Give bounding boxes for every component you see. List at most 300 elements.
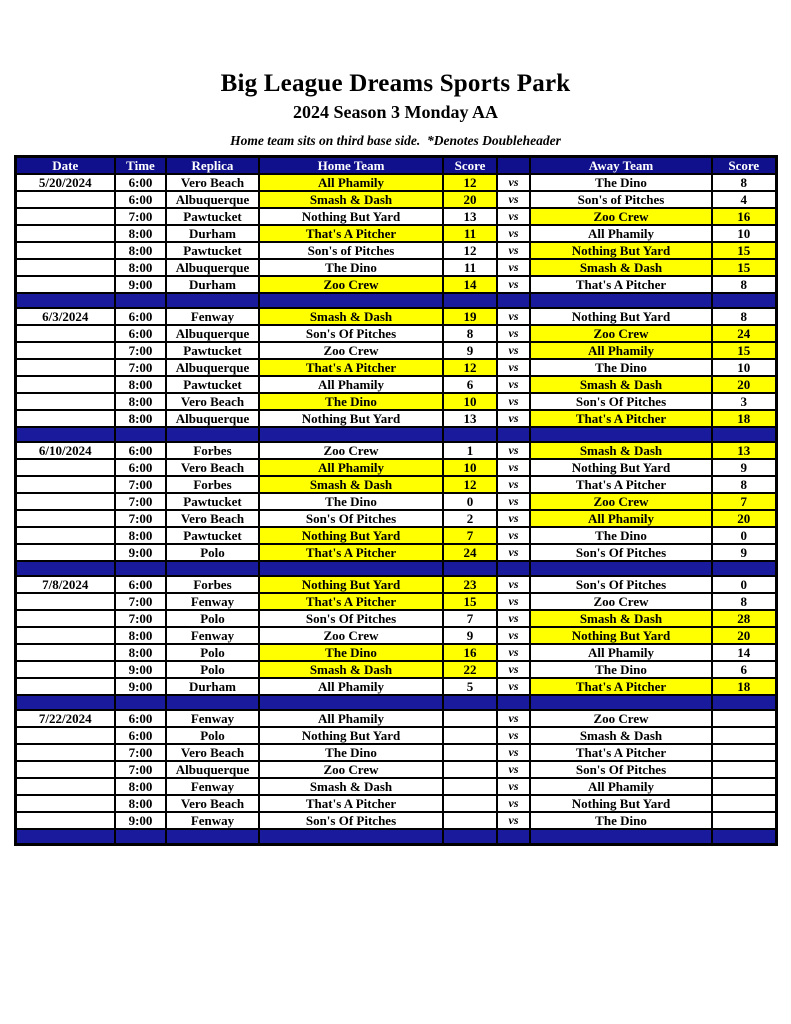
replica-cell: Vero Beach bbox=[166, 744, 259, 761]
time-cell: 7:00 bbox=[115, 761, 166, 778]
separator-cell bbox=[259, 427, 443, 442]
time-cell: 6:00 bbox=[115, 459, 166, 476]
away-score-cell: 3 bbox=[712, 393, 776, 410]
vs-label: vs bbox=[497, 359, 530, 376]
date-cell-empty bbox=[15, 593, 115, 610]
vs-label: vs bbox=[497, 678, 530, 695]
date-cell-empty bbox=[15, 678, 115, 695]
away-team-cell: Smash & Dash bbox=[530, 610, 712, 627]
date-cell-empty bbox=[15, 191, 115, 208]
home-team-cell: Zoo Crew bbox=[259, 276, 443, 293]
home-team-cell: That's A Pitcher bbox=[259, 795, 443, 812]
vs-label: vs bbox=[497, 576, 530, 593]
separator-cell bbox=[712, 695, 776, 710]
separator-cell bbox=[166, 695, 259, 710]
date-cell-empty bbox=[15, 208, 115, 225]
away-score-cell: 28 bbox=[712, 610, 776, 627]
away-score-cell bbox=[712, 744, 776, 761]
home-team-cell: Zoo Crew bbox=[259, 342, 443, 359]
home-score-cell: 12 bbox=[443, 359, 497, 376]
away-team-cell: All Phamily bbox=[530, 342, 712, 359]
home-team-cell: Son's Of Pitches bbox=[259, 325, 443, 342]
vs-label: vs bbox=[497, 174, 530, 191]
separator-cell bbox=[712, 293, 776, 308]
home-team-cell: Son's Of Pitches bbox=[259, 812, 443, 829]
away-team-cell: Zoo Crew bbox=[530, 710, 712, 727]
away-team-cell: The Dino bbox=[530, 527, 712, 544]
time-cell: 9:00 bbox=[115, 678, 166, 695]
away-team-cell: Son's Of Pitches bbox=[530, 761, 712, 778]
home-team-cell: Smash & Dash bbox=[259, 476, 443, 493]
home-team-cell: All Phamily bbox=[259, 376, 443, 393]
replica-cell: Polo bbox=[166, 727, 259, 744]
separator-cell bbox=[166, 829, 259, 844]
home-score-cell: 8 bbox=[443, 325, 497, 342]
replica-cell: Albuquerque bbox=[166, 359, 259, 376]
separator-cell bbox=[497, 695, 530, 710]
date-cell-empty bbox=[15, 476, 115, 493]
home-team-cell: The Dino bbox=[259, 744, 443, 761]
date-cell: 7/22/2024 bbox=[15, 710, 115, 727]
separator-cell bbox=[15, 695, 115, 710]
replica-cell: Albuquerque bbox=[166, 410, 259, 427]
replica-cell: Forbes bbox=[166, 576, 259, 593]
replica-cell: Durham bbox=[166, 276, 259, 293]
away-score-cell: 8 bbox=[712, 476, 776, 493]
replica-cell: Fenway bbox=[166, 778, 259, 795]
separator-cell bbox=[259, 561, 443, 576]
date-cell-empty bbox=[15, 795, 115, 812]
vs-label: vs bbox=[497, 544, 530, 561]
vs-label: vs bbox=[497, 393, 530, 410]
away-team-cell: The Dino bbox=[530, 812, 712, 829]
replica-cell: Polo bbox=[166, 644, 259, 661]
game-row bbox=[15, 544, 776, 561]
away-team-cell: All Phamily bbox=[530, 510, 712, 527]
replica-cell: Albuquerque bbox=[166, 191, 259, 208]
game-row bbox=[15, 459, 776, 476]
vs-label: vs bbox=[497, 191, 530, 208]
away-score-cell bbox=[712, 727, 776, 744]
time-cell: 9:00 bbox=[115, 544, 166, 561]
game-row bbox=[15, 410, 776, 427]
game-row bbox=[15, 661, 776, 678]
vs-label: vs bbox=[497, 325, 530, 342]
game-row bbox=[15, 593, 776, 610]
separator-cell bbox=[712, 427, 776, 442]
away-score-cell: 18 bbox=[712, 678, 776, 695]
away-score-cell: 18 bbox=[712, 410, 776, 427]
date-cell-empty bbox=[15, 661, 115, 678]
game-row bbox=[15, 376, 776, 393]
separator-cell bbox=[115, 293, 166, 308]
away-score-cell: 0 bbox=[712, 576, 776, 593]
game-row bbox=[15, 627, 776, 644]
home-team-cell: The Dino bbox=[259, 644, 443, 661]
page-subtitle: 2024 Season 3 Monday AA bbox=[292, 102, 499, 122]
separator-cell bbox=[15, 561, 115, 576]
home-team-cell: All Phamily bbox=[259, 678, 443, 695]
away-team-cell: The Dino bbox=[530, 174, 712, 191]
home-team-cell: Son's Of Pitches bbox=[259, 510, 443, 527]
away-score-cell bbox=[712, 795, 776, 812]
away-score-cell: 7 bbox=[712, 493, 776, 510]
home-team-cell: That's A Pitcher bbox=[259, 593, 443, 610]
separator-cell bbox=[712, 561, 776, 576]
home-score-cell: 9 bbox=[443, 627, 497, 644]
home-team-cell: Zoo Crew bbox=[259, 627, 443, 644]
home-team-cell: Son's of Pitches bbox=[259, 242, 443, 259]
home-score-cell: 13 bbox=[443, 410, 497, 427]
home-team-cell: All Phamily bbox=[259, 174, 443, 191]
game-row bbox=[15, 761, 776, 778]
time-cell: 8:00 bbox=[115, 376, 166, 393]
home-team-cell: That's A Pitcher bbox=[259, 544, 443, 561]
away-team-cell: All Phamily bbox=[530, 225, 712, 242]
date-cell: 5/20/2024 bbox=[15, 174, 115, 191]
time-cell: 6:00 bbox=[115, 308, 166, 325]
time-cell: 6:00 bbox=[115, 191, 166, 208]
game-row bbox=[15, 308, 776, 325]
game-row bbox=[15, 510, 776, 527]
home-team-cell: Smash & Dash bbox=[259, 661, 443, 678]
col-header-home-score: Score bbox=[443, 157, 497, 175]
col-header-vs bbox=[497, 157, 530, 175]
away-team-cell: Son's of Pitches bbox=[530, 191, 712, 208]
away-score-cell: 16 bbox=[712, 208, 776, 225]
vs-label: vs bbox=[497, 510, 530, 527]
vs-label: vs bbox=[497, 627, 530, 644]
game-row bbox=[15, 259, 776, 276]
time-cell: 9:00 bbox=[115, 276, 166, 293]
vs-label: vs bbox=[497, 476, 530, 493]
game-row bbox=[15, 208, 776, 225]
col-header-replica: Replica bbox=[166, 157, 259, 175]
separator-cell bbox=[15, 829, 115, 844]
away-score-cell: 14 bbox=[712, 644, 776, 661]
home-score-cell: 9 bbox=[443, 342, 497, 359]
game-row bbox=[15, 359, 776, 376]
away-team-cell: Nothing But Yard bbox=[530, 627, 712, 644]
time-cell: 7:00 bbox=[115, 493, 166, 510]
away-score-cell: 0 bbox=[712, 527, 776, 544]
separator-cell bbox=[166, 561, 259, 576]
vs-label: vs bbox=[497, 459, 530, 476]
separator-cell bbox=[530, 829, 712, 844]
game-row bbox=[15, 476, 776, 493]
home-score-cell: 5 bbox=[443, 678, 497, 695]
away-team-cell: That's A Pitcher bbox=[530, 410, 712, 427]
time-cell: 6:00 bbox=[115, 442, 166, 459]
home-score-cell: 14 bbox=[443, 276, 497, 293]
date-cell-empty bbox=[15, 225, 115, 242]
away-team-cell: Smash & Dash bbox=[530, 376, 712, 393]
home-score-cell: 12 bbox=[443, 174, 497, 191]
separator-cell bbox=[497, 293, 530, 308]
home-team-cell: Nothing But Yard bbox=[259, 727, 443, 744]
away-score-cell: 8 bbox=[712, 276, 776, 293]
page-title: Big League Dreams Sports Park bbox=[220, 70, 571, 97]
replica-cell: Fenway bbox=[166, 593, 259, 610]
date-cell-empty bbox=[15, 342, 115, 359]
away-score-cell: 13 bbox=[712, 442, 776, 459]
time-cell: 8:00 bbox=[115, 795, 166, 812]
home-score-cell: 22 bbox=[443, 661, 497, 678]
game-row bbox=[15, 242, 776, 259]
replica-cell: Fenway bbox=[166, 308, 259, 325]
replica-cell: Pawtucket bbox=[166, 376, 259, 393]
vs-label: vs bbox=[497, 493, 530, 510]
game-row bbox=[15, 710, 776, 727]
time-cell: 6:00 bbox=[115, 174, 166, 191]
vs-label: vs bbox=[497, 410, 530, 427]
away-team-cell: Nothing But Yard bbox=[530, 242, 712, 259]
away-score-cell: 10 bbox=[712, 359, 776, 376]
replica-cell: Pawtucket bbox=[166, 208, 259, 225]
replica-cell: Polo bbox=[166, 610, 259, 627]
away-score-cell: 20 bbox=[712, 510, 776, 527]
separator-cell bbox=[115, 427, 166, 442]
away-team-cell: Son's Of Pitches bbox=[530, 544, 712, 561]
vs-label: vs bbox=[497, 225, 530, 242]
vs-label: vs bbox=[497, 812, 530, 829]
separator-cell bbox=[443, 695, 497, 710]
home-team-cell: The Dino bbox=[259, 393, 443, 410]
replica-cell: Pawtucket bbox=[166, 527, 259, 544]
home-score-cell bbox=[443, 761, 497, 778]
replica-cell: Durham bbox=[166, 225, 259, 242]
away-score-cell: 8 bbox=[712, 174, 776, 191]
time-cell: 6:00 bbox=[115, 710, 166, 727]
home-score-cell: 6 bbox=[443, 376, 497, 393]
time-cell: 7:00 bbox=[115, 208, 166, 225]
schedule-table bbox=[14, 155, 778, 846]
separator-cell bbox=[443, 561, 497, 576]
replica-cell: Fenway bbox=[166, 812, 259, 829]
replica-cell: Pawtucket bbox=[166, 242, 259, 259]
home-score-cell: 11 bbox=[443, 259, 497, 276]
home-team-cell: All Phamily bbox=[259, 459, 443, 476]
date-cell-empty bbox=[15, 459, 115, 476]
home-score-cell bbox=[443, 744, 497, 761]
date-cell-empty bbox=[15, 744, 115, 761]
date-cell-empty bbox=[15, 393, 115, 410]
vs-label: vs bbox=[497, 259, 530, 276]
home-team-cell: Smash & Dash bbox=[259, 778, 443, 795]
replica-cell: Polo bbox=[166, 661, 259, 678]
separator-cell bbox=[166, 293, 259, 308]
separator-cell bbox=[115, 695, 166, 710]
separator-cell bbox=[443, 829, 497, 844]
replica-cell: Albuquerque bbox=[166, 259, 259, 276]
home-score-cell: 16 bbox=[443, 644, 497, 661]
home-team-cell: Nothing But Yard bbox=[259, 576, 443, 593]
home-team-cell: Smash & Dash bbox=[259, 308, 443, 325]
col-header-home-team: Home Team bbox=[259, 157, 443, 175]
vs-label: vs bbox=[497, 242, 530, 259]
home-score-cell: 19 bbox=[443, 308, 497, 325]
replica-cell: Vero Beach bbox=[166, 174, 259, 191]
time-cell: 7:00 bbox=[115, 476, 166, 493]
home-score-cell: 10 bbox=[443, 459, 497, 476]
away-score-cell: 15 bbox=[712, 242, 776, 259]
separator-cell bbox=[443, 427, 497, 442]
time-cell: 7:00 bbox=[115, 359, 166, 376]
away-score-cell: 10 bbox=[712, 225, 776, 242]
date-cell-empty bbox=[15, 510, 115, 527]
col-header-away-score: Score bbox=[712, 157, 776, 175]
away-score-cell bbox=[712, 710, 776, 727]
separator-cell bbox=[115, 829, 166, 844]
away-score-cell bbox=[712, 778, 776, 795]
time-cell: 8:00 bbox=[115, 644, 166, 661]
date-cell-empty bbox=[15, 376, 115, 393]
home-team-cell: Nothing But Yard bbox=[259, 410, 443, 427]
game-row bbox=[15, 325, 776, 342]
time-cell: 7:00 bbox=[115, 610, 166, 627]
home-team-cell: Nothing But Yard bbox=[259, 208, 443, 225]
separator-cell bbox=[530, 427, 712, 442]
separator-row bbox=[15, 427, 776, 442]
home-score-cell: 7 bbox=[443, 610, 497, 627]
separator-cell bbox=[497, 829, 530, 844]
game-row bbox=[15, 610, 776, 627]
game-row bbox=[15, 795, 776, 812]
date-cell-empty bbox=[15, 527, 115, 544]
away-team-cell: The Dino bbox=[530, 359, 712, 376]
time-cell: 8:00 bbox=[115, 242, 166, 259]
separator-cell bbox=[712, 829, 776, 844]
game-row bbox=[15, 225, 776, 242]
separator-cell bbox=[15, 427, 115, 442]
home-team-cell: The Dino bbox=[259, 493, 443, 510]
separator-cell bbox=[443, 293, 497, 308]
separator-cell bbox=[530, 695, 712, 710]
vs-label: vs bbox=[497, 778, 530, 795]
col-header-date: Date bbox=[15, 157, 115, 175]
date-cell-empty bbox=[15, 410, 115, 427]
replica-cell: Polo bbox=[166, 544, 259, 561]
game-row bbox=[15, 493, 776, 510]
away-team-cell: Zoo Crew bbox=[530, 593, 712, 610]
away-score-cell: 24 bbox=[712, 325, 776, 342]
home-team-cell: Smash & Dash bbox=[259, 191, 443, 208]
game-row bbox=[15, 393, 776, 410]
time-cell: 7:00 bbox=[115, 744, 166, 761]
replica-cell: Fenway bbox=[166, 627, 259, 644]
vs-label: vs bbox=[497, 276, 530, 293]
home-score-cell: 0 bbox=[443, 493, 497, 510]
separator-cell bbox=[530, 561, 712, 576]
time-cell: 7:00 bbox=[115, 593, 166, 610]
vs-label: vs bbox=[497, 644, 530, 661]
date-cell-empty bbox=[15, 259, 115, 276]
separator-cell bbox=[15, 293, 115, 308]
replica-cell: Vero Beach bbox=[166, 393, 259, 410]
replica-cell: Fenway bbox=[166, 710, 259, 727]
replica-cell: Albuquerque bbox=[166, 761, 259, 778]
away-team-cell: That's A Pitcher bbox=[530, 476, 712, 493]
away-team-cell: All Phamily bbox=[530, 644, 712, 661]
date-cell: 6/10/2024 bbox=[15, 442, 115, 459]
date-cell-empty bbox=[15, 761, 115, 778]
home-score-cell: 15 bbox=[443, 593, 497, 610]
time-cell: 8:00 bbox=[115, 627, 166, 644]
vs-label: vs bbox=[497, 593, 530, 610]
game-row bbox=[15, 527, 776, 544]
vs-label: vs bbox=[497, 761, 530, 778]
away-score-cell: 20 bbox=[712, 627, 776, 644]
home-score-cell: 12 bbox=[443, 242, 497, 259]
replica-cell: Pawtucket bbox=[166, 493, 259, 510]
game-row bbox=[15, 727, 776, 744]
away-score-cell bbox=[712, 761, 776, 778]
home-score-cell: 20 bbox=[443, 191, 497, 208]
time-cell: 8:00 bbox=[115, 225, 166, 242]
away-score-cell: 15 bbox=[712, 259, 776, 276]
away-team-cell: That's A Pitcher bbox=[530, 276, 712, 293]
time-cell: 8:00 bbox=[115, 778, 166, 795]
home-score-cell: 23 bbox=[443, 576, 497, 593]
vs-label: vs bbox=[497, 710, 530, 727]
away-team-cell: Son's Of Pitches bbox=[530, 576, 712, 593]
game-row bbox=[15, 276, 776, 293]
away-score-cell bbox=[712, 812, 776, 829]
separator-cell bbox=[115, 561, 166, 576]
home-score-cell bbox=[443, 727, 497, 744]
home-score-cell bbox=[443, 795, 497, 812]
time-cell: 8:00 bbox=[115, 527, 166, 544]
time-cell: 7:00 bbox=[115, 510, 166, 527]
replica-cell: Vero Beach bbox=[166, 459, 259, 476]
time-cell: 9:00 bbox=[115, 812, 166, 829]
date-cell-empty bbox=[15, 727, 115, 744]
time-cell: 6:00 bbox=[115, 576, 166, 593]
game-row bbox=[15, 342, 776, 359]
away-team-cell: Smash & Dash bbox=[530, 259, 712, 276]
away-team-cell: Zoo Crew bbox=[530, 493, 712, 510]
time-cell: 9:00 bbox=[115, 661, 166, 678]
away-team-cell: Nothing But Yard bbox=[530, 308, 712, 325]
replica-cell: Vero Beach bbox=[166, 510, 259, 527]
replica-cell: Pawtucket bbox=[166, 342, 259, 359]
away-team-cell: The Dino bbox=[530, 661, 712, 678]
home-team-cell: The Dino bbox=[259, 259, 443, 276]
game-row bbox=[15, 678, 776, 695]
date-cell-empty bbox=[15, 644, 115, 661]
col-header-away-team: Away Team bbox=[530, 157, 712, 175]
date-cell-empty bbox=[15, 544, 115, 561]
separator-cell bbox=[259, 829, 443, 844]
away-team-cell: Nothing But Yard bbox=[530, 795, 712, 812]
home-score-cell: 7 bbox=[443, 527, 497, 544]
date-cell-empty bbox=[15, 242, 115, 259]
game-row bbox=[15, 191, 776, 208]
schedule-note: Home team sits on third base side. *Denotes Doubleheader bbox=[230, 133, 561, 148]
replica-cell: Durham bbox=[166, 678, 259, 695]
away-score-cell: 4 bbox=[712, 191, 776, 208]
replica-cell: Forbes bbox=[166, 442, 259, 459]
vs-label: vs bbox=[497, 727, 530, 744]
replica-cell: Forbes bbox=[166, 476, 259, 493]
away-team-cell: Zoo Crew bbox=[530, 208, 712, 225]
vs-label: vs bbox=[497, 208, 530, 225]
time-cell: 6:00 bbox=[115, 325, 166, 342]
game-row bbox=[15, 778, 776, 795]
vs-label: vs bbox=[497, 795, 530, 812]
separator-cell bbox=[497, 561, 530, 576]
home-score-cell: 13 bbox=[443, 208, 497, 225]
